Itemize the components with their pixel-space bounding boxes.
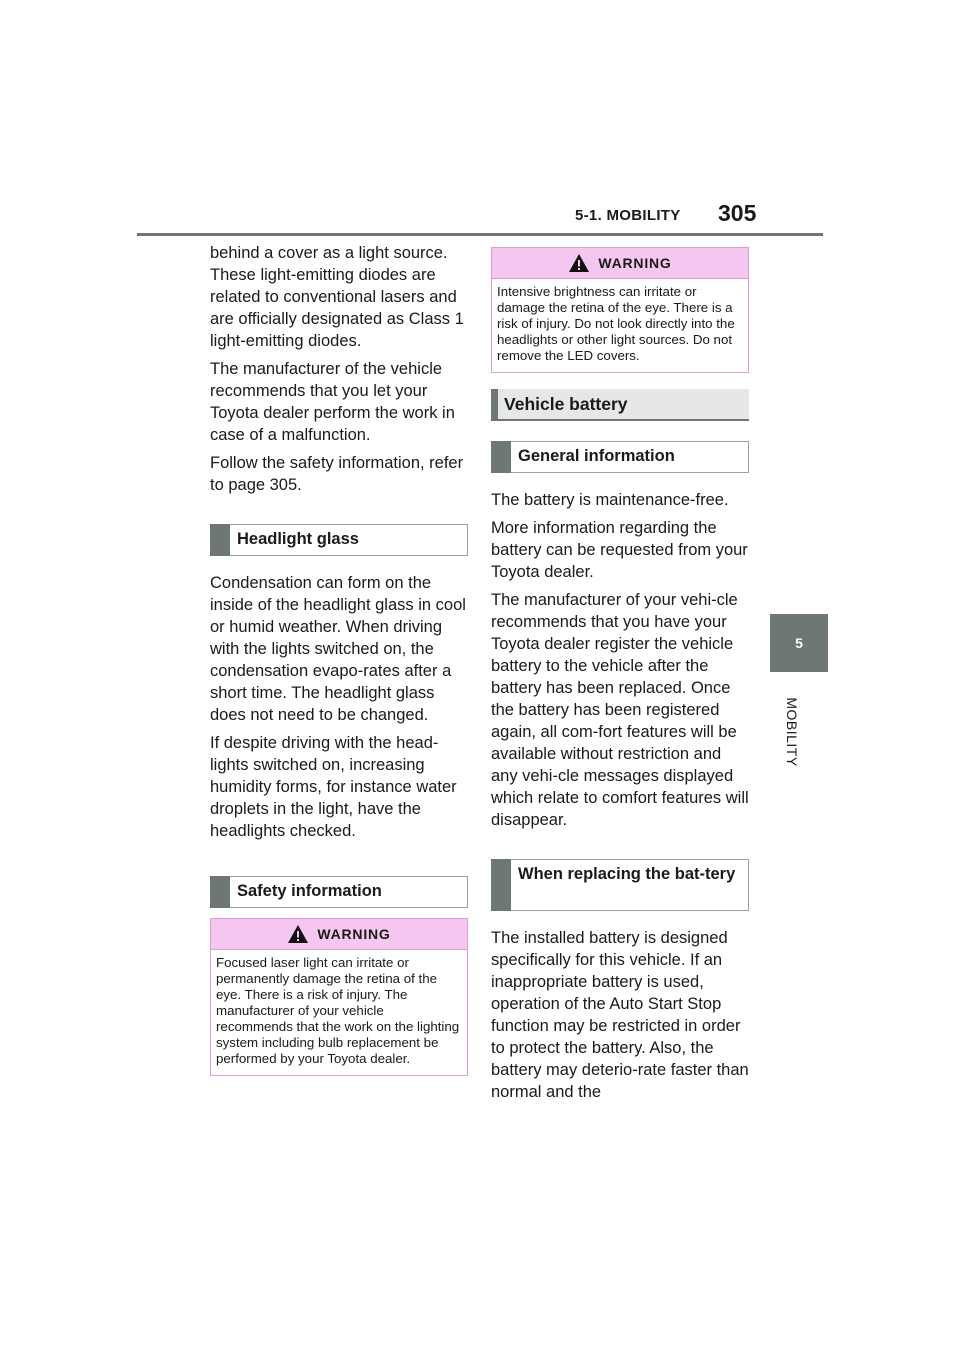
replacing-battery-paragraph-1: The installed battery is designed specifically for this vehicle. If an inappropriate battery is used, operation of the Auto Start Stop function may be restricted in order to protect the battery. Also, the battery may deterio-rate faster than normal and the [491,929,749,1101]
vehicle-battery-heading: Vehicle battery [491,389,749,421]
chapter-label: MOBILITY [784,697,800,767]
headlight-glass-paragraph-1: Condensation can form on the inside of the headlight glass in cool or humid weather. When driving with the lights switched on, the condensation evapo-rates after a short time. The headlight glass does not need to be changed. [210,574,466,724]
chapter-tab [770,614,828,672]
brightness-warning-box [491,247,749,373]
replacing-battery-heading: When replacing the bat-tery [491,859,749,911]
page-number: 305 [718,200,757,226]
header-divider [137,233,823,236]
warning-triangle-icon [568,253,590,273]
general-information-paragraph-1: The battery is maintenance-free. [491,491,729,509]
warning-text: Intensive brightness can irritate or damage the retina of the eye. There is a risk of injury. Do not look directly into the headlights or other light sources. Do not remove the LED covers. [497,284,735,363]
headlight-glass-paragraph-2: If despite driving with the head-lights switched on, increasing humidity forms, for instance water droplets in the light, have the headlights checked. [210,734,457,840]
laser-warning-box [210,918,468,1076]
safety-information-heading: Safety information [210,876,468,908]
chapter-number: 5 [795,635,803,651]
general-information-paragraph-2: More information regarding the battery can be requested from your Toyota dealer. [491,519,748,581]
right-column [491,247,749,1109]
general-information-paragraph-3: The manufacturer of your vehi-cle recommends that you have your Toyota dealer register the vehicle battery to the vehicle after the battery has been replaced. Once the battery has been registered again, all com-fort features will be available without restriction and any vehi-cle messages displayed which relate to comfort features will disappear. [491,591,749,829]
warning-header [492,248,748,279]
warning-triangle-icon [287,924,309,944]
warning-header [211,919,467,950]
section-title: 5-1. MOBILITY [575,207,681,224]
warning-title: WARNING [598,255,672,271]
warning-title: WARNING [317,926,391,942]
intro-paragraph-3: Follow the safety information, refer to page 305. [210,454,464,494]
intro-paragraph-1: behind a cover as a light source. These light-emitting diodes are related to conventional lasers and are officially designated as Class 1 light-emitting diodes. [210,244,464,350]
warning-text: Focused laser light can irritate or permanently damage the retina of the eye. There is a risk of injury. The manufacturer of your vehicle recommends that the work on the lighting system including bulb replacement be performed by your Toyota dealer. [216,955,460,1066]
intro-paragraph-2: The manufacturer of the vehicle recommends that you let your Toyota dealer perform the work in case of a malfunction. [210,360,455,444]
headlight-glass-heading: Headlight glass [210,524,468,556]
left-column [210,242,468,1076]
general-information-heading: General information [491,441,749,473]
